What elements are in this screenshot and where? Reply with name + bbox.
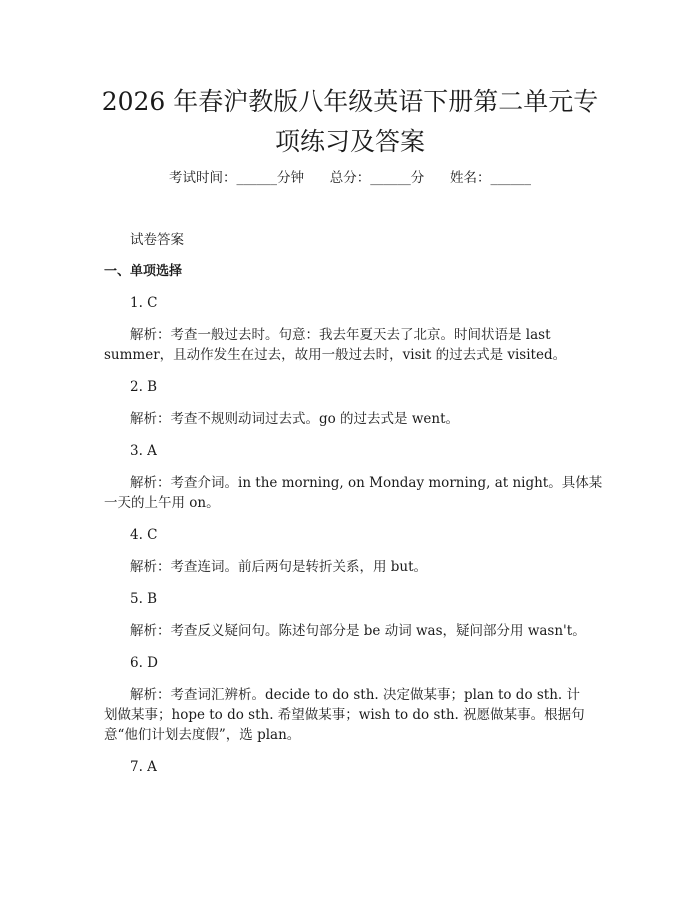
explanation-line: 解析：考查不规则动词过去式。go 的过去式是 went。 xyxy=(130,411,460,427)
question-number: 5. B xyxy=(130,591,158,607)
explanation-line: 解析：考查介词。in the morning, on Monday morning, at night。具体某 xyxy=(130,475,603,491)
explanation-line: summer，且动作发生在过去，故用一般过去时，visit 的过去式是 visited。 xyxy=(104,347,567,363)
answer-heading: 试卷答案 xyxy=(130,232,184,248)
explanation-line: 解析：考查一般过去时。句意：我去年夏天去了北京。时间状语是 last xyxy=(130,327,551,343)
question-number: 6. D xyxy=(130,655,158,671)
explanation-line: 划做某事；hope to do sth. 希望做某事；wish to do sth. 祝愿做某事。根据句 xyxy=(104,707,585,723)
explanation-line: 解析：考查反义疑问句。陈述句部分是 be 动词 was，疑问部分用 wasn't。 xyxy=(130,623,586,639)
document-title-line-1: 2026 年春沪教版八年级英语下册第二单元专 xyxy=(101,87,599,116)
explanation-line: 解析：考查词汇辨析。decide to do sth. 决定做某事；plan to do sth. 计 xyxy=(130,687,580,703)
question-number: 2. B xyxy=(130,379,158,395)
question-number: 1. C xyxy=(130,295,158,311)
explanation-line: 解析：考查连词。前后两句是转折关系，用 but。 xyxy=(130,559,428,575)
question-number: 4. C xyxy=(130,527,158,543)
document-title-line-2: 项练习及答案 xyxy=(274,127,425,156)
exam-info: 考试时间：______分钟 总分：______分 姓名：______ xyxy=(169,170,531,186)
explanation-line: 一天的上午用 on。 xyxy=(104,495,220,511)
section-heading: 一、单项选择 xyxy=(104,264,183,279)
question-number: 3. A xyxy=(130,443,157,459)
question-number: 7. A xyxy=(130,759,157,775)
explanation-line: 意“他们计划去度假”，选 plan。 xyxy=(104,727,301,743)
